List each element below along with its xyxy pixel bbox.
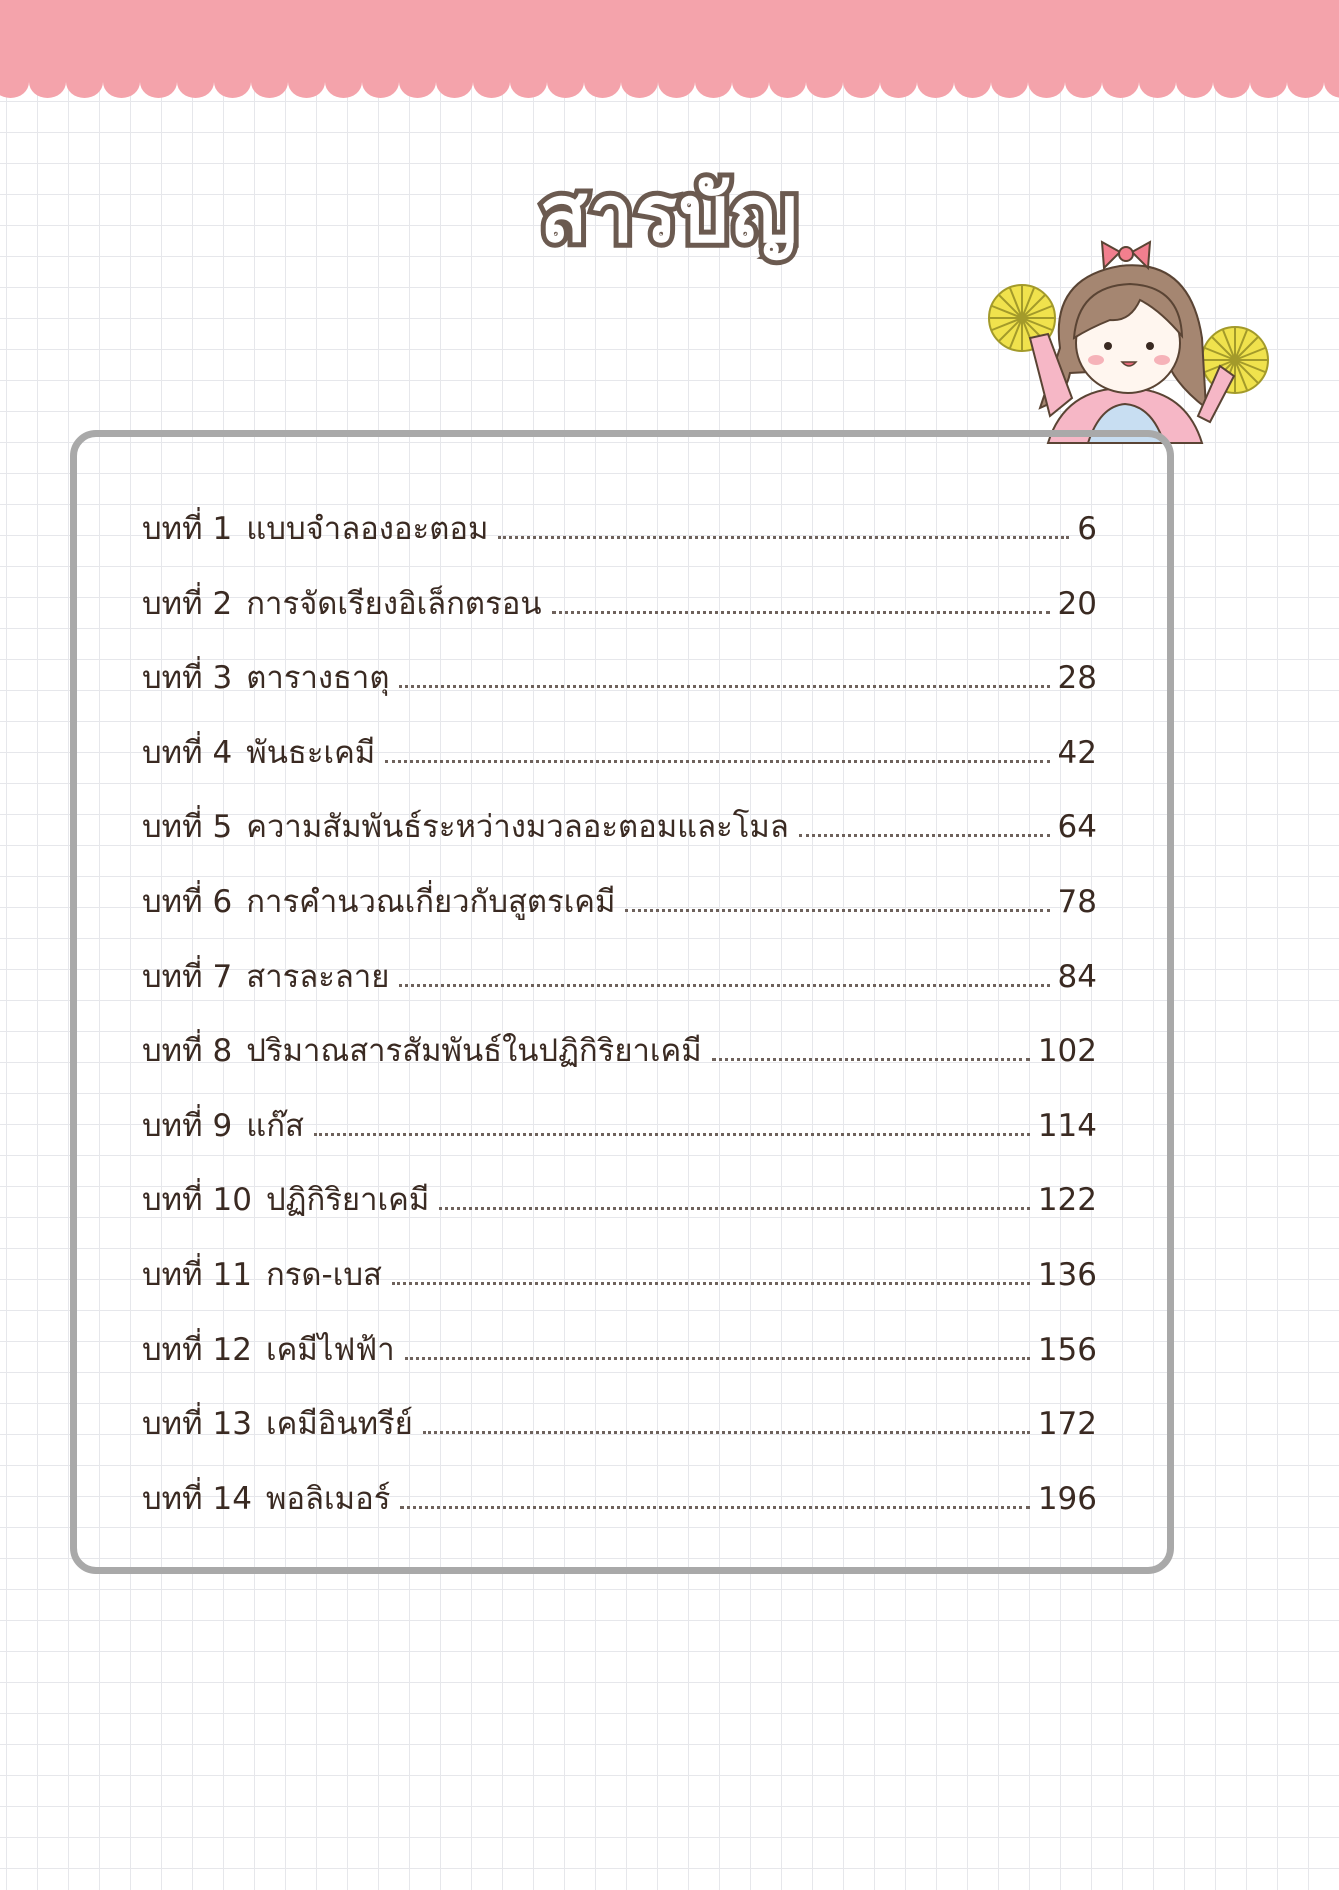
toc-dot-leader [392,1281,1030,1285]
toc-entry[interactable] [142,578,1097,653]
toc-dot-leader [712,1057,1030,1061]
toc-chapter-label: บทที่ [142,734,203,771]
toc-page-number: 42 [1057,734,1097,771]
toc-chapter-label-group [142,1249,388,1299]
toc-chapter-label: บทที่ [142,809,203,846]
toc-entry[interactable] [142,503,1097,578]
toc-page-number: 84 [1057,958,1097,995]
toc-chapter-number: 6 [212,883,233,920]
toc-page-number: 114 [1037,1107,1097,1144]
toc-chapter-title: เคมีไฟฟ้า [266,1331,395,1368]
toc-chapter-label-group [142,652,395,702]
toc-chapter-label-group [142,1324,401,1374]
toc-chapter-number: 3 [212,660,233,697]
toc-chapter-number: 12 [212,1331,252,1368]
toc-chapter-label: บทที่ [142,958,203,995]
toc-chapter-label: บทที่ [142,1107,203,1144]
toc-chapter-title: แบบจำลองอะตอม [246,511,489,547]
toc-page-number: 102 [1037,1033,1097,1070]
toc-entry[interactable] [142,727,1097,802]
page-title: สารบัญ [539,170,800,260]
toc-dot-leader [423,1430,1030,1434]
toc-entry[interactable] [142,876,1097,951]
toc-page-number: 78 [1057,883,1097,920]
toc-page-number: 136 [1037,1256,1097,1293]
toc-chapter-title: แก๊ส [246,1107,304,1144]
toc-chapter-label: บทที่ [142,1331,203,1368]
toc-page-number: 122 [1037,1182,1097,1219]
toc-chapter-title: การคำนวณเกี่ยวกับสูตรเคมี [246,883,616,920]
toc-chapter-number: 1 [212,511,233,547]
toc-chapter-label: บทที่ [142,1033,203,1070]
toc-chapter-title: กรด-เบส [266,1256,382,1293]
toc-chapter-number: 9 [212,1107,233,1144]
toc-chapter-label: บทที่ [142,1480,203,1517]
toc-page-number: 6 [1077,511,1097,547]
toc-dot-leader [799,833,1050,837]
toc-dot-leader [400,1505,1029,1509]
toc-page-number: 172 [1037,1406,1097,1443]
toc-entry[interactable] [142,1398,1097,1473]
toc-entry[interactable] [142,951,1097,1026]
toc-chapter-label: บทที่ [142,660,203,697]
toc-chapter-label-group [142,876,621,926]
toc-entry[interactable] [142,1100,1097,1175]
toc-chapter-label: บทที่ [142,1182,203,1219]
toc-chapter-label: บทที่ [142,883,203,920]
hair-bow-icon [1102,242,1150,268]
toc-entry[interactable] [142,652,1097,727]
toc-dot-leader [399,983,1049,987]
toc-chapter-number: 13 [212,1406,252,1443]
toc-chapter-label: บทที่ [142,511,203,547]
toc-chapter-label: บทที่ [142,585,203,622]
toc-chapter-number: 10 [212,1182,252,1219]
toc-dot-leader [498,535,1069,539]
toc-entry[interactable] [142,1249,1097,1324]
toc-entry[interactable] [142,1324,1097,1399]
toc-dot-leader [314,1132,1030,1136]
toc-chapter-title: ปฏิกิริยาเคมี [266,1182,430,1219]
toc-chapter-title: การจัดเรียงอิเล็กตรอน [246,585,542,622]
toc-entry[interactable] [142,1473,1097,1548]
toc-list [142,503,1097,1547]
toc-dot-leader [439,1206,1030,1210]
scalloped-header-band [0,0,1339,112]
toc-page-number: 28 [1057,660,1097,697]
toc-page-number: 156 [1037,1331,1097,1368]
toc-chapter-title: สารละลาย [246,958,390,995]
toc-chapter-label-group [142,1025,708,1075]
toc-chapter-label-group [142,1174,435,1224]
toc-chapter-title: พันธะเคมี [246,734,376,771]
toc-chapter-number: 11 [212,1256,252,1293]
toc-page-number: 196 [1037,1480,1097,1517]
toc-page-number: 64 [1057,809,1097,846]
toc-chapter-label: บทที่ [142,1256,203,1293]
toc-chapter-title: ความสัมพันธ์ระหว่างมวลอะตอมและโมล [246,809,789,846]
toc-chapter-number: 14 [212,1480,252,1517]
toc-chapter-number: 7 [212,958,233,995]
toc-chapter-label: บทที่ [142,1406,203,1443]
toc-dot-leader [405,1356,1030,1360]
toc-chapter-number: 4 [212,734,233,771]
toc-dot-leader [385,759,1049,763]
toc-dot-leader [399,684,1049,688]
toc-chapter-number: 5 [212,809,233,846]
toc-chapter-label-group [142,1100,310,1150]
toc-dot-leader [625,908,1049,912]
toc-dot-leader [552,610,1050,614]
toc-chapter-label-group [142,503,494,553]
toc-chapter-label-group [142,578,548,628]
toc-chapter-number: 8 [212,1033,233,1070]
toc-chapter-title: พอลิเมอร์ [266,1480,391,1517]
toc-page-number: 20 [1057,585,1097,622]
toc-chapter-title: เคมีอินทรีย์ [266,1406,413,1443]
toc-chapter-title: ปริมาณสารสัมพันธ์ในปฏิกิริยาเคมี [246,1033,702,1070]
toc-chapter-title: ตารางธาตุ [246,660,390,697]
toc-entry[interactable] [142,1174,1097,1249]
toc-chapter-label-group [142,951,395,1001]
toc-chapter-label-group [142,1473,396,1523]
toc-chapter-number: 2 [212,585,233,622]
toc-entry[interactable] [142,801,1097,876]
toc-chapter-label-group [142,1398,419,1448]
toc-entry[interactable] [142,1025,1097,1100]
toc-chapter-label-group [142,727,381,777]
toc-chapter-label-group [142,801,795,851]
